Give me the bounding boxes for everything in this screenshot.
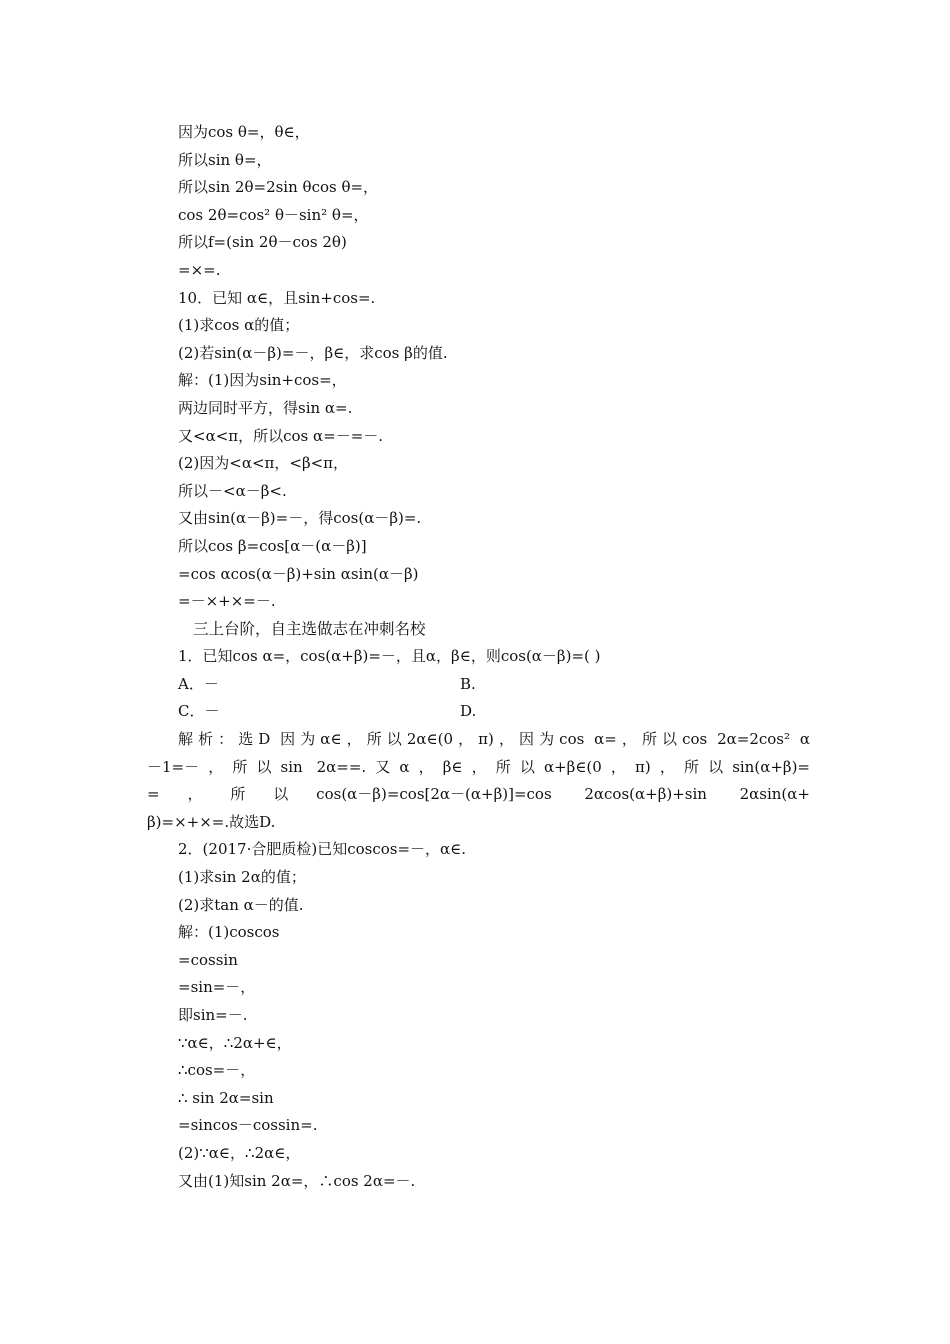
text-line: 即sin=－. <box>178 1006 248 1024</box>
text-line: (2)因为<α<π，<β<π， <box>178 454 349 473</box>
text-line: 所以sin θ=， <box>178 150 272 169</box>
text-line: 所以sin 2θ=2sin θcos θ=， <box>178 178 379 197</box>
problem-2-stem: 2．(2017·合肥质检)已知coscos=－，α∈. <box>178 840 467 859</box>
problem-1-options-row <box>0 698 950 726</box>
text-line: cos 2θ=cos² θ－sin² θ=， <box>178 205 369 224</box>
text-line: (2)求tan α－的值. <box>178 895 304 914</box>
text-line: (1)求sin 2α的值； <box>178 868 306 887</box>
option-c: C．－ <box>178 702 220 721</box>
problem-1-options-row <box>0 671 950 699</box>
text-line: 又<α<π，所以cos α=－=－. <box>178 426 384 445</box>
solution-line: －1=－，所以sin 2α==.又α，β∈，所以α+β∈(0，π)，所以sin(α+β)= <box>147 757 810 776</box>
text-line: 因为cos θ=，θ∈， <box>178 123 310 141</box>
document-content <box>0 119 950 1195</box>
text-line: =×=. <box>178 260 221 279</box>
solution-line: =，所以cos(α－β)=cos[2α－(α+β)]=cos 2αcos(α+β)+sin 2αsin(α+ <box>147 785 810 804</box>
problem-1-stem: 1．已知cos α=，cos(α+β)=－，且α，β∈，则cos(α－β)=( ) <box>178 647 601 666</box>
text-line: =cos αcos(α－β)+sin αsin(α－β) <box>178 564 419 583</box>
text-line: 所以cos β=cos[α－(α－β)] <box>178 536 367 555</box>
option-b: B. <box>460 674 476 693</box>
text-line: 两边同时平方，得sin α=. <box>178 398 353 417</box>
text-line: (1)求cos α的值； <box>178 316 300 335</box>
text-line: ∴cos=－， <box>178 1061 256 1080</box>
text-line: 解：(1)因为sin+cos=， <box>178 371 347 390</box>
section-title: 三上台阶，自主选做志在冲刺名校 <box>193 619 426 638</box>
text-line: =－×+×=－. <box>178 592 276 611</box>
text-line: 又由(1)知sin 2α=，∴cos 2α=－. <box>178 1171 416 1190</box>
text-line: 所以－<α－β<. <box>178 481 287 500</box>
solution-line: β)=×+×=.故选D. <box>147 812 276 831</box>
text-line: 所以f=(sin 2θ－cos 2θ) <box>178 233 347 252</box>
text-line: (2)若sin(α－β)=－，β∈，求cos β的值. <box>178 343 448 362</box>
text-line: 又由sin(α－β)=－，得cos(α－β)=. <box>178 509 422 528</box>
text-line: 解：(1)coscos <box>178 923 280 942</box>
text-line: ∴ sin 2α=sin <box>178 1088 274 1107</box>
text-line: =cossin <box>178 950 238 969</box>
option-a: A．－ <box>178 674 219 693</box>
text-line: ∵α∈，∴2α+∈， <box>178 1033 292 1052</box>
text-line: (2)∵α∈，∴2α∈， <box>178 1143 301 1162</box>
solution-line: 解析：选D 因为α∈，所以2α∈(0，π)，因为cos α=，所以cos 2α=2cos² α <box>178 730 810 749</box>
problem-10-stem: 10．已知 α∈，且sin+cos=. <box>178 288 376 307</box>
text-line: =sincos－cossin=. <box>178 1116 318 1135</box>
option-d: D. <box>460 702 477 721</box>
text-line: =sin=－， <box>178 978 256 997</box>
